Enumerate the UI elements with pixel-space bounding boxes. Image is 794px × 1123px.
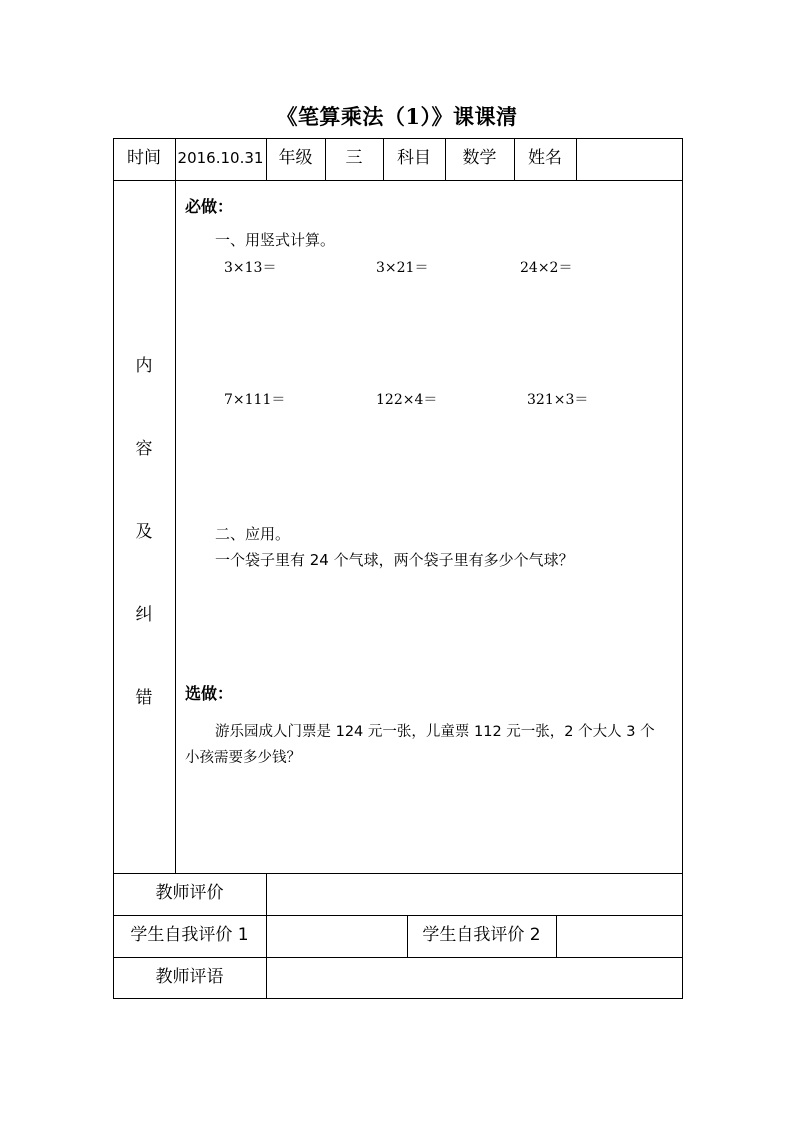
required-heading: 必做： — [185, 197, 234, 216]
section2-question: 一个袋子里有 24 个气球，两个袋子里有多少个气球？ — [215, 551, 574, 569]
time-label: 时间 — [127, 148, 161, 168]
name-label: 姓名 — [528, 148, 562, 168]
side-label-char: 纠 — [135, 605, 153, 625]
grade-label: 年级 — [278, 148, 313, 168]
calc-problem: 3×21＝ — [376, 260, 429, 276]
calc-problem: 24×2＝ — [520, 260, 573, 276]
worksheet-table — [113, 138, 683, 999]
section2-title: 二、应用。 — [215, 525, 291, 543]
calc-problem: 321×3＝ — [527, 392, 589, 408]
teacher-eval-field[interactable] — [267, 874, 682, 915]
calc-problem: 3×13＝ — [224, 260, 277, 276]
side-label-char: 容 — [135, 439, 153, 459]
calc-problem: 7×111＝ — [224, 392, 286, 408]
time-value: 2016.10.31 — [177, 149, 264, 167]
table-border-top — [113, 138, 683, 139]
table-border-right — [682, 138, 683, 999]
optional-heading: 选做： — [185, 684, 234, 703]
page-title: 《笔算乘法（1）》课课清 — [276, 104, 518, 129]
teacher-eval-label: 教师评价 — [155, 883, 224, 903]
table-border-left — [113, 138, 114, 999]
calc-problem: 122×4＝ — [376, 392, 438, 408]
student-eval1-field[interactable] — [267, 916, 407, 957]
side-label-char: 错 — [135, 688, 153, 708]
optional-question-line1: 游乐园成人门票是 124 元一张，儿童票 112 元一张，2 个大人 3 个 — [215, 724, 655, 740]
teacher-comment-label: 教师评语 — [155, 967, 224, 987]
student-eval1-label: 学生自我评价 1 — [130, 925, 249, 945]
side-label-divider — [175, 180, 176, 873]
header-row-divider — [113, 180, 683, 181]
optional-question-line2: 小孩需要多少钱？ — [185, 750, 301, 766]
student-eval2-label: 学生自我评价 2 — [422, 925, 541, 945]
side-label-char: 内 — [135, 356, 153, 376]
side-label-char: 及 — [135, 522, 153, 542]
grade-value: 三 — [345, 148, 363, 168]
table-border-bottom — [113, 998, 683, 999]
header-col-divider — [576, 138, 577, 180]
teacher-comment-field[interactable] — [267, 958, 682, 998]
subject-label: 科目 — [397, 148, 431, 168]
student-eval2-field[interactable] — [557, 916, 682, 957]
subject-value: 数学 — [462, 148, 497, 168]
section1-title: 一、用竖式计算。 — [215, 231, 336, 249]
